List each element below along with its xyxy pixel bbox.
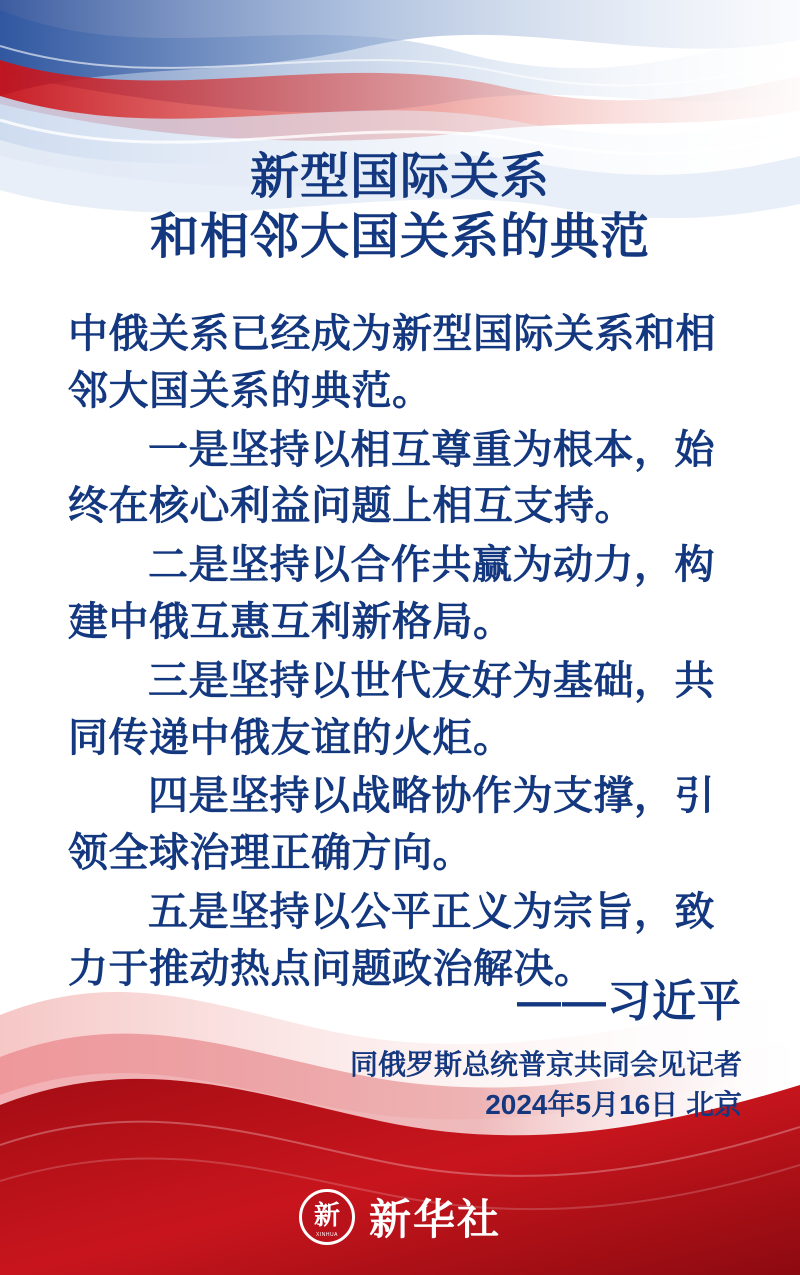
title-line-1: 新型国际关系 — [249, 150, 550, 204]
paragraph: 一是坚持以相互尊重为根本，始终在核心利益问题上相互支持。 — [68, 427, 715, 529]
xinhua-logo — [0, 1187, 800, 1247]
page-title — [0, 148, 800, 268]
xinhua-emblem-micro-text: XINHUA — [316, 1232, 338, 1238]
paragraph: 三是坚持以世代友好为基础，共同传递中俄友谊的火炬。 — [68, 658, 715, 760]
xinhua-emblem-glyph: 新 — [313, 1200, 340, 1230]
paragraph: 中俄关系已经成为新型国际关系和相邻大国关系的典范。 — [68, 312, 716, 413]
caption-line-event: 同俄罗斯总统普京共同会见记者 — [349, 1049, 742, 1080]
body-text — [68, 306, 740, 1000]
paragraph: 四是坚持以战略协作为支撑，引领全球治理正确方向。 — [68, 774, 715, 876]
event-caption — [0, 1045, 742, 1125]
title-line-2: 和相邻大国关系的典范 — [149, 209, 650, 264]
paragraph: 五是坚持以公平正义为宗旨，致力于推动热点问题政治解决。 — [68, 889, 715, 991]
xinhua-logo-text: 新华社 — [368, 1196, 501, 1243]
xinhua-emblem-icon — [299, 1189, 355, 1245]
attribution-signature: ——习近平 — [517, 977, 742, 1026]
paragraph: 二是坚持以合作共赢为动力，构建中俄互惠互利新格局。 — [68, 543, 715, 644]
caption-line-date: 2024年5月16日 北京 — [485, 1088, 742, 1120]
